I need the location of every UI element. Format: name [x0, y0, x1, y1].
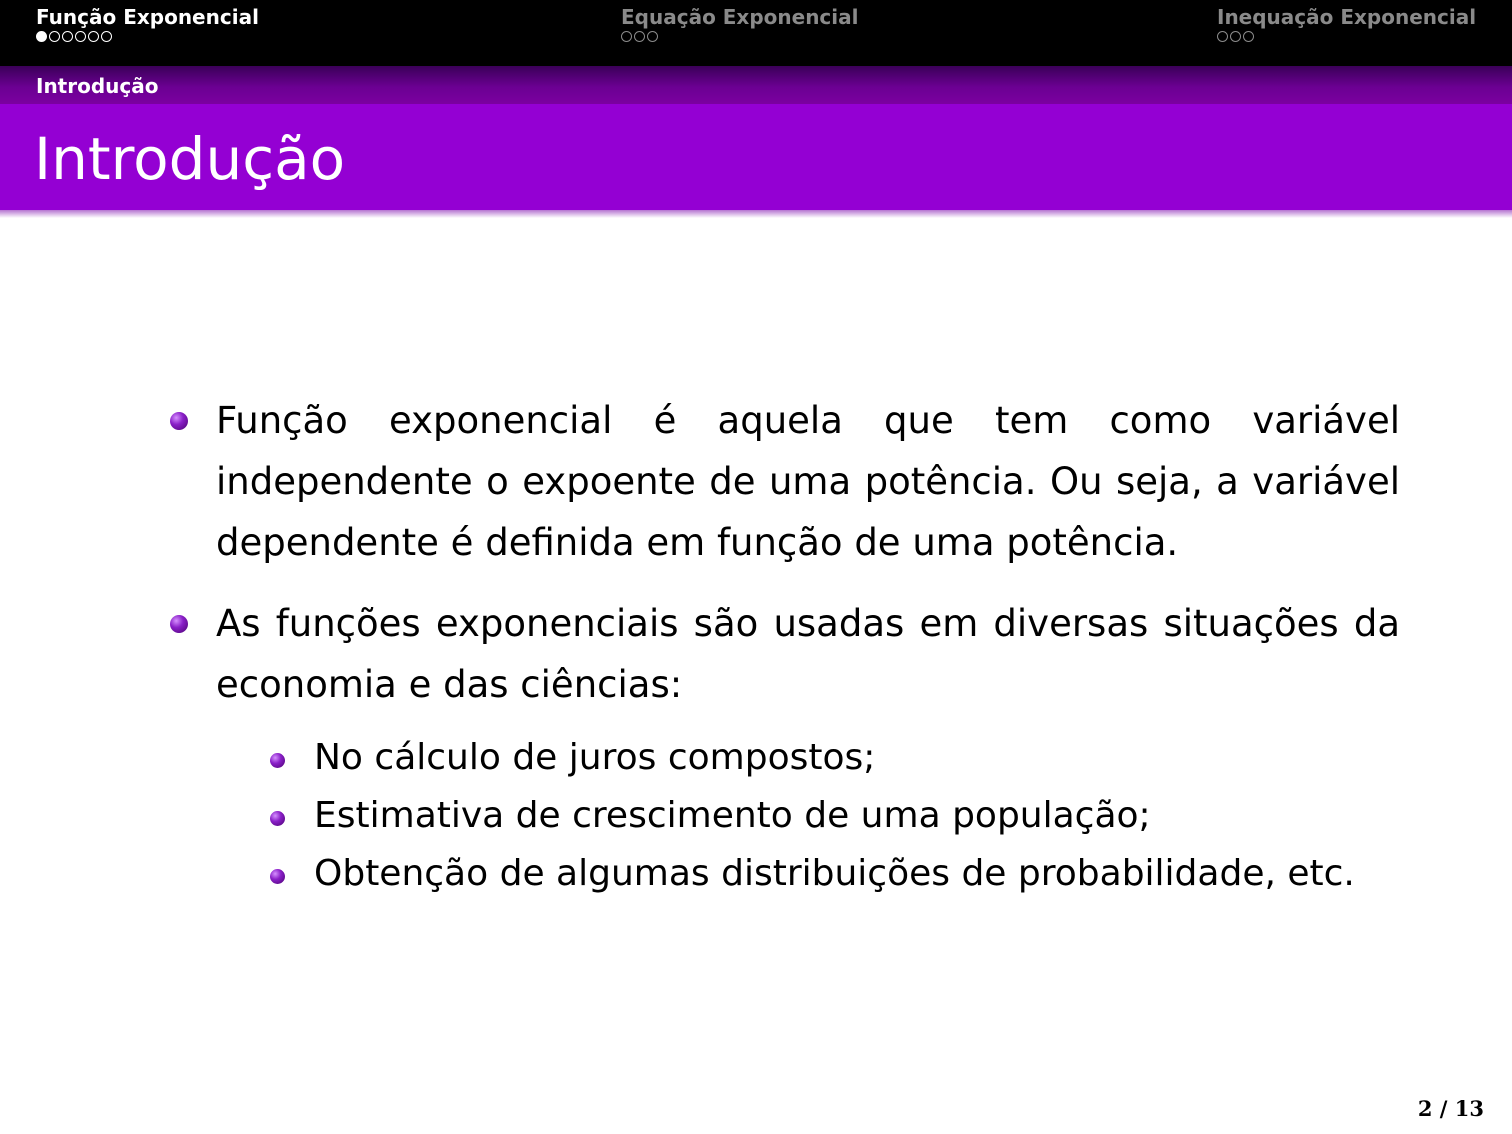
nav-section-inequacao-exponencial[interactable] — [1217, 4, 1476, 42]
bullet-ball-icon — [170, 412, 188, 430]
bullet-ball-icon — [170, 615, 188, 633]
nav-section-label[interactable]: Função Exponencial — [36, 5, 259, 29]
sub-bullet-ball-icon — [270, 811, 285, 826]
nav-section-label[interactable]: Inequação Exponencial — [1217, 5, 1477, 29]
nav-section-equacao-exponencial[interactable] — [621, 4, 859, 42]
frame-dot-current[interactable] — [36, 31, 47, 42]
frame-dots — [621, 31, 859, 42]
frame-dot[interactable] — [1243, 31, 1254, 42]
bullet-text: As funções exponenciais são usadas em diversas situações da economia e das ciências: — [216, 602, 1400, 706]
subsection-bar — [0, 66, 1512, 104]
navigation-bar — [0, 0, 1512, 66]
sub-bullet-item — [268, 787, 1400, 845]
frame-dot[interactable] — [621, 31, 632, 42]
nav-section-label[interactable]: Equação Exponencial — [621, 5, 859, 29]
frame-dot[interactable] — [647, 31, 658, 42]
sub-bullet-list — [216, 729, 1400, 903]
nav-section-funcao-exponencial[interactable] — [36, 4, 259, 42]
sub-bullet-text: No cálculo de juros compostos; — [314, 737, 876, 778]
frame-dot[interactable] — [49, 31, 60, 42]
sub-bullet-item — [268, 845, 1400, 903]
frame-dots — [36, 31, 259, 42]
sub-bullet-item — [268, 729, 1400, 787]
page-number: 2 / 13 — [1417, 1096, 1484, 1121]
frame-dot[interactable] — [634, 31, 645, 42]
frame-dot[interactable] — [75, 31, 86, 42]
slide-content — [160, 390, 1400, 923]
frame-dot[interactable] — [88, 31, 99, 42]
frame-dot[interactable] — [1230, 31, 1241, 42]
bullet-item — [160, 390, 1400, 573]
bullet-text: Função exponencial é aquela que tem como variável independente o expoente de uma potência. Ou seja, a variável dependente é definida em função de uma potência. — [216, 399, 1400, 564]
sub-bullet-ball-icon — [270, 753, 285, 768]
frame-title: Introdução — [34, 125, 346, 193]
sub-bullet-text: Obtenção de algumas distribuições de probabilidade, etc. — [314, 853, 1355, 894]
subsection-label[interactable]: Introdução — [36, 74, 159, 98]
frame-dot[interactable] — [1217, 31, 1228, 42]
frame-title-bar — [0, 104, 1512, 210]
sub-bullet-text: Estimativa de crescimento de uma população; — [314, 795, 1151, 836]
sub-bullet-ball-icon — [270, 869, 285, 884]
bullet-item — [160, 593, 1400, 903]
frame-dots — [1217, 31, 1476, 42]
frame-dot[interactable] — [101, 31, 112, 42]
frame-dot[interactable] — [62, 31, 73, 42]
